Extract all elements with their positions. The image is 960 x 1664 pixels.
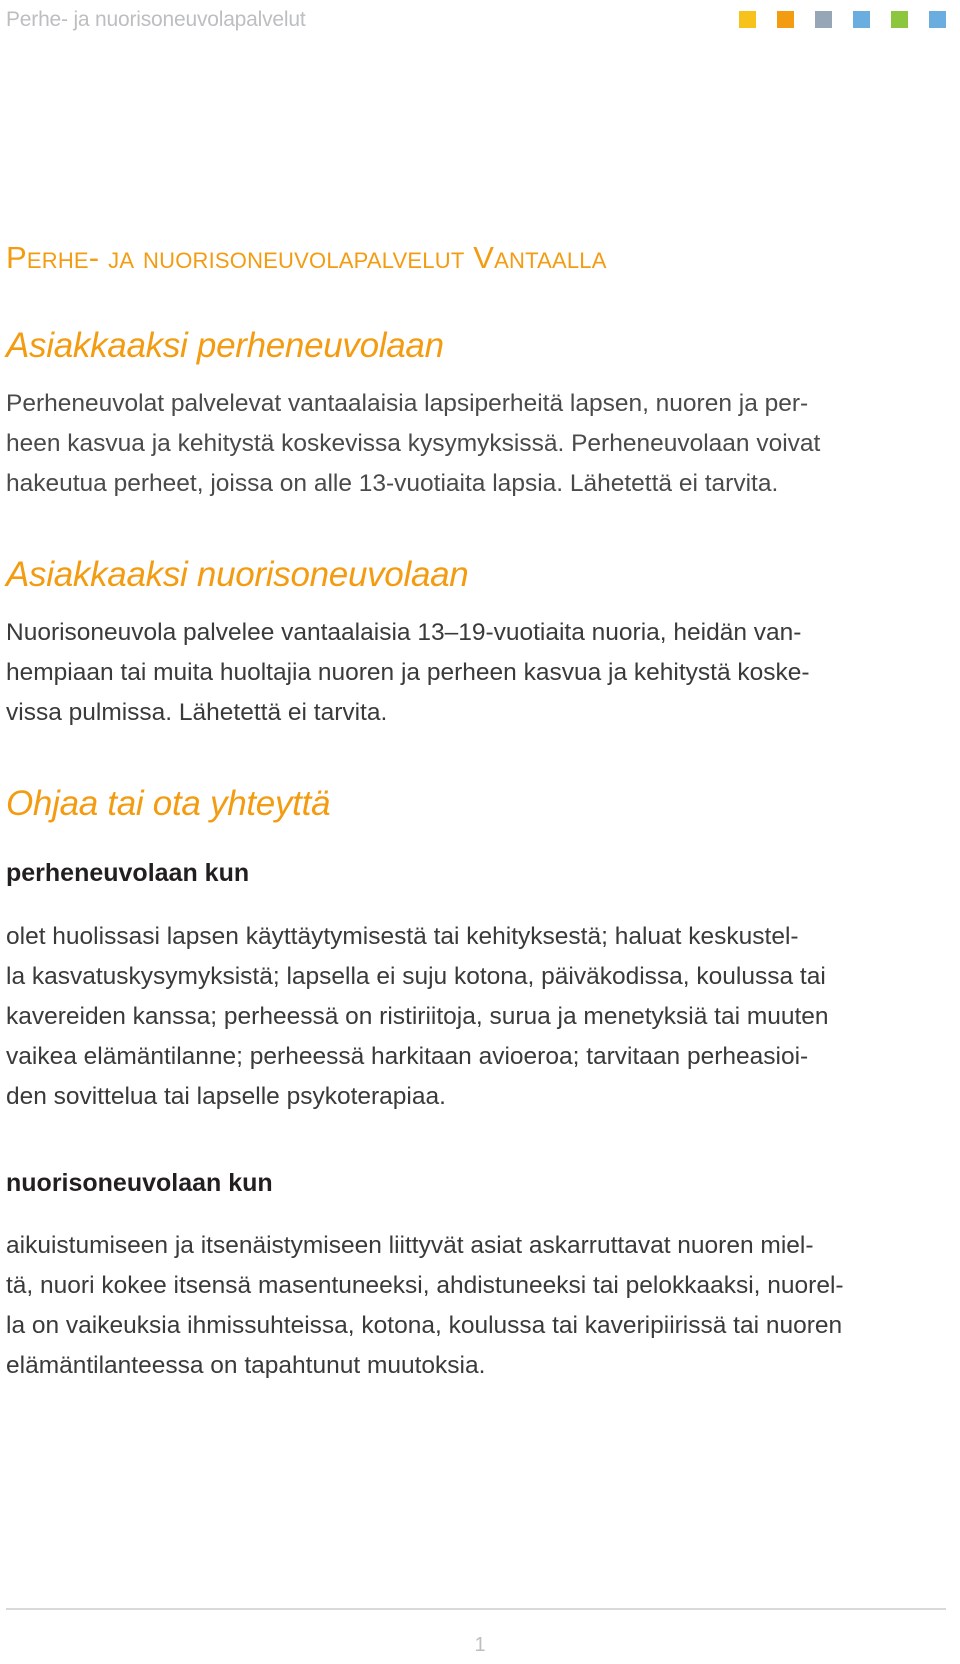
color-square-1 xyxy=(739,11,756,28)
footer-divider xyxy=(6,1608,946,1610)
subheading-nuorisoneuvolaan: nuorisoneuvolaan kun xyxy=(6,1169,273,1197)
text-line: hakeutua perheet, joissa on alle 13-vuotiaita lapsia. Lähetettä ei tarvita. xyxy=(6,470,779,497)
color-square-5 xyxy=(891,11,908,28)
page-title: Perhe- ja nuorisoneuvolapalvelut Vantaalla xyxy=(6,240,607,275)
text-line: Nuorisoneuvola palvelee vantaalaisia 13–19-vuotiaita nuoria, heidän van- xyxy=(6,619,802,646)
nuorisoneuvolaan-list xyxy=(6,1226,906,1386)
color-square-6 xyxy=(929,11,946,28)
text-line: heen kasvua ja kehitystä koskevissa kysymyksissä. Perheneuvolaan voivat xyxy=(6,430,821,457)
running-header: Perhe- ja nuorisoneuvolapalvelut xyxy=(6,8,306,31)
text-line: la on vaikeuksia ihmissuhteissa, kotona, koulussa tai kaveripiirissä tai nuoren xyxy=(6,1312,843,1339)
text-line: vaikea elämäntilanne; perheessä harkitaan avioeroa; tarvitaan perheasioi- xyxy=(6,1043,809,1070)
text-line: olet huolissasi lapsen käyttäytymisestä tai kehityksestä; haluat keskustel- xyxy=(6,923,799,950)
text-line: aikuistumiseen ja itsenäistymiseen liittyvät asiat askarruttavat nuoren miel- xyxy=(6,1232,814,1259)
page-number: 1 xyxy=(474,1634,486,1656)
color-square-2 xyxy=(777,11,794,28)
color-squares xyxy=(739,11,946,28)
text-line: tä, nuori kokee itsensä masentuneeksi, ahdistuneeksi tai pelokkaaksi, nuorel- xyxy=(6,1272,844,1299)
color-square-4 xyxy=(853,11,870,28)
text-line: kavereiden kanssa; perheessä on ristiriitoja, surua ja menetyksiä tai muuten xyxy=(6,1003,829,1030)
text-line: den sovittelua tai lapselle psykoterapiaa. xyxy=(6,1083,446,1110)
text-line: elämäntilanteessa on tapahtunut muutoksia. xyxy=(6,1352,486,1379)
text-line: Perheneuvolat palvelevat vantaalaisia lapsiperheitä lapsen, nuoren ja per- xyxy=(6,390,809,417)
perheneuvolaan-list xyxy=(6,917,906,1117)
text-line: vissa pulmissa. Lähetettä ei tarvita. xyxy=(6,699,388,726)
subheading-perheneuvolaan: perheneuvolaan kun xyxy=(6,859,250,887)
color-square-3 xyxy=(815,11,832,28)
nuorisoneuvola-paragraph xyxy=(6,613,906,733)
section-heading-nuorisoneuvola: Asiakkaaksi nuorisoneuvolaan xyxy=(6,555,469,594)
text-line: hempiaan tai muita huoltajia nuoren ja perheen kasvua ja kehitystä koske- xyxy=(6,659,810,686)
section-heading-ohjaa: Ohjaa tai ota yhteyttä xyxy=(6,784,331,823)
perheneuvola-paragraph xyxy=(6,384,906,504)
text-line: la kasvatuskysymyksistä; lapsella ei suju kotona, päiväkodissa, koulussa tai xyxy=(6,963,826,990)
section-heading-perheneuvola: Asiakkaaksi perheneuvolaan xyxy=(6,326,444,365)
